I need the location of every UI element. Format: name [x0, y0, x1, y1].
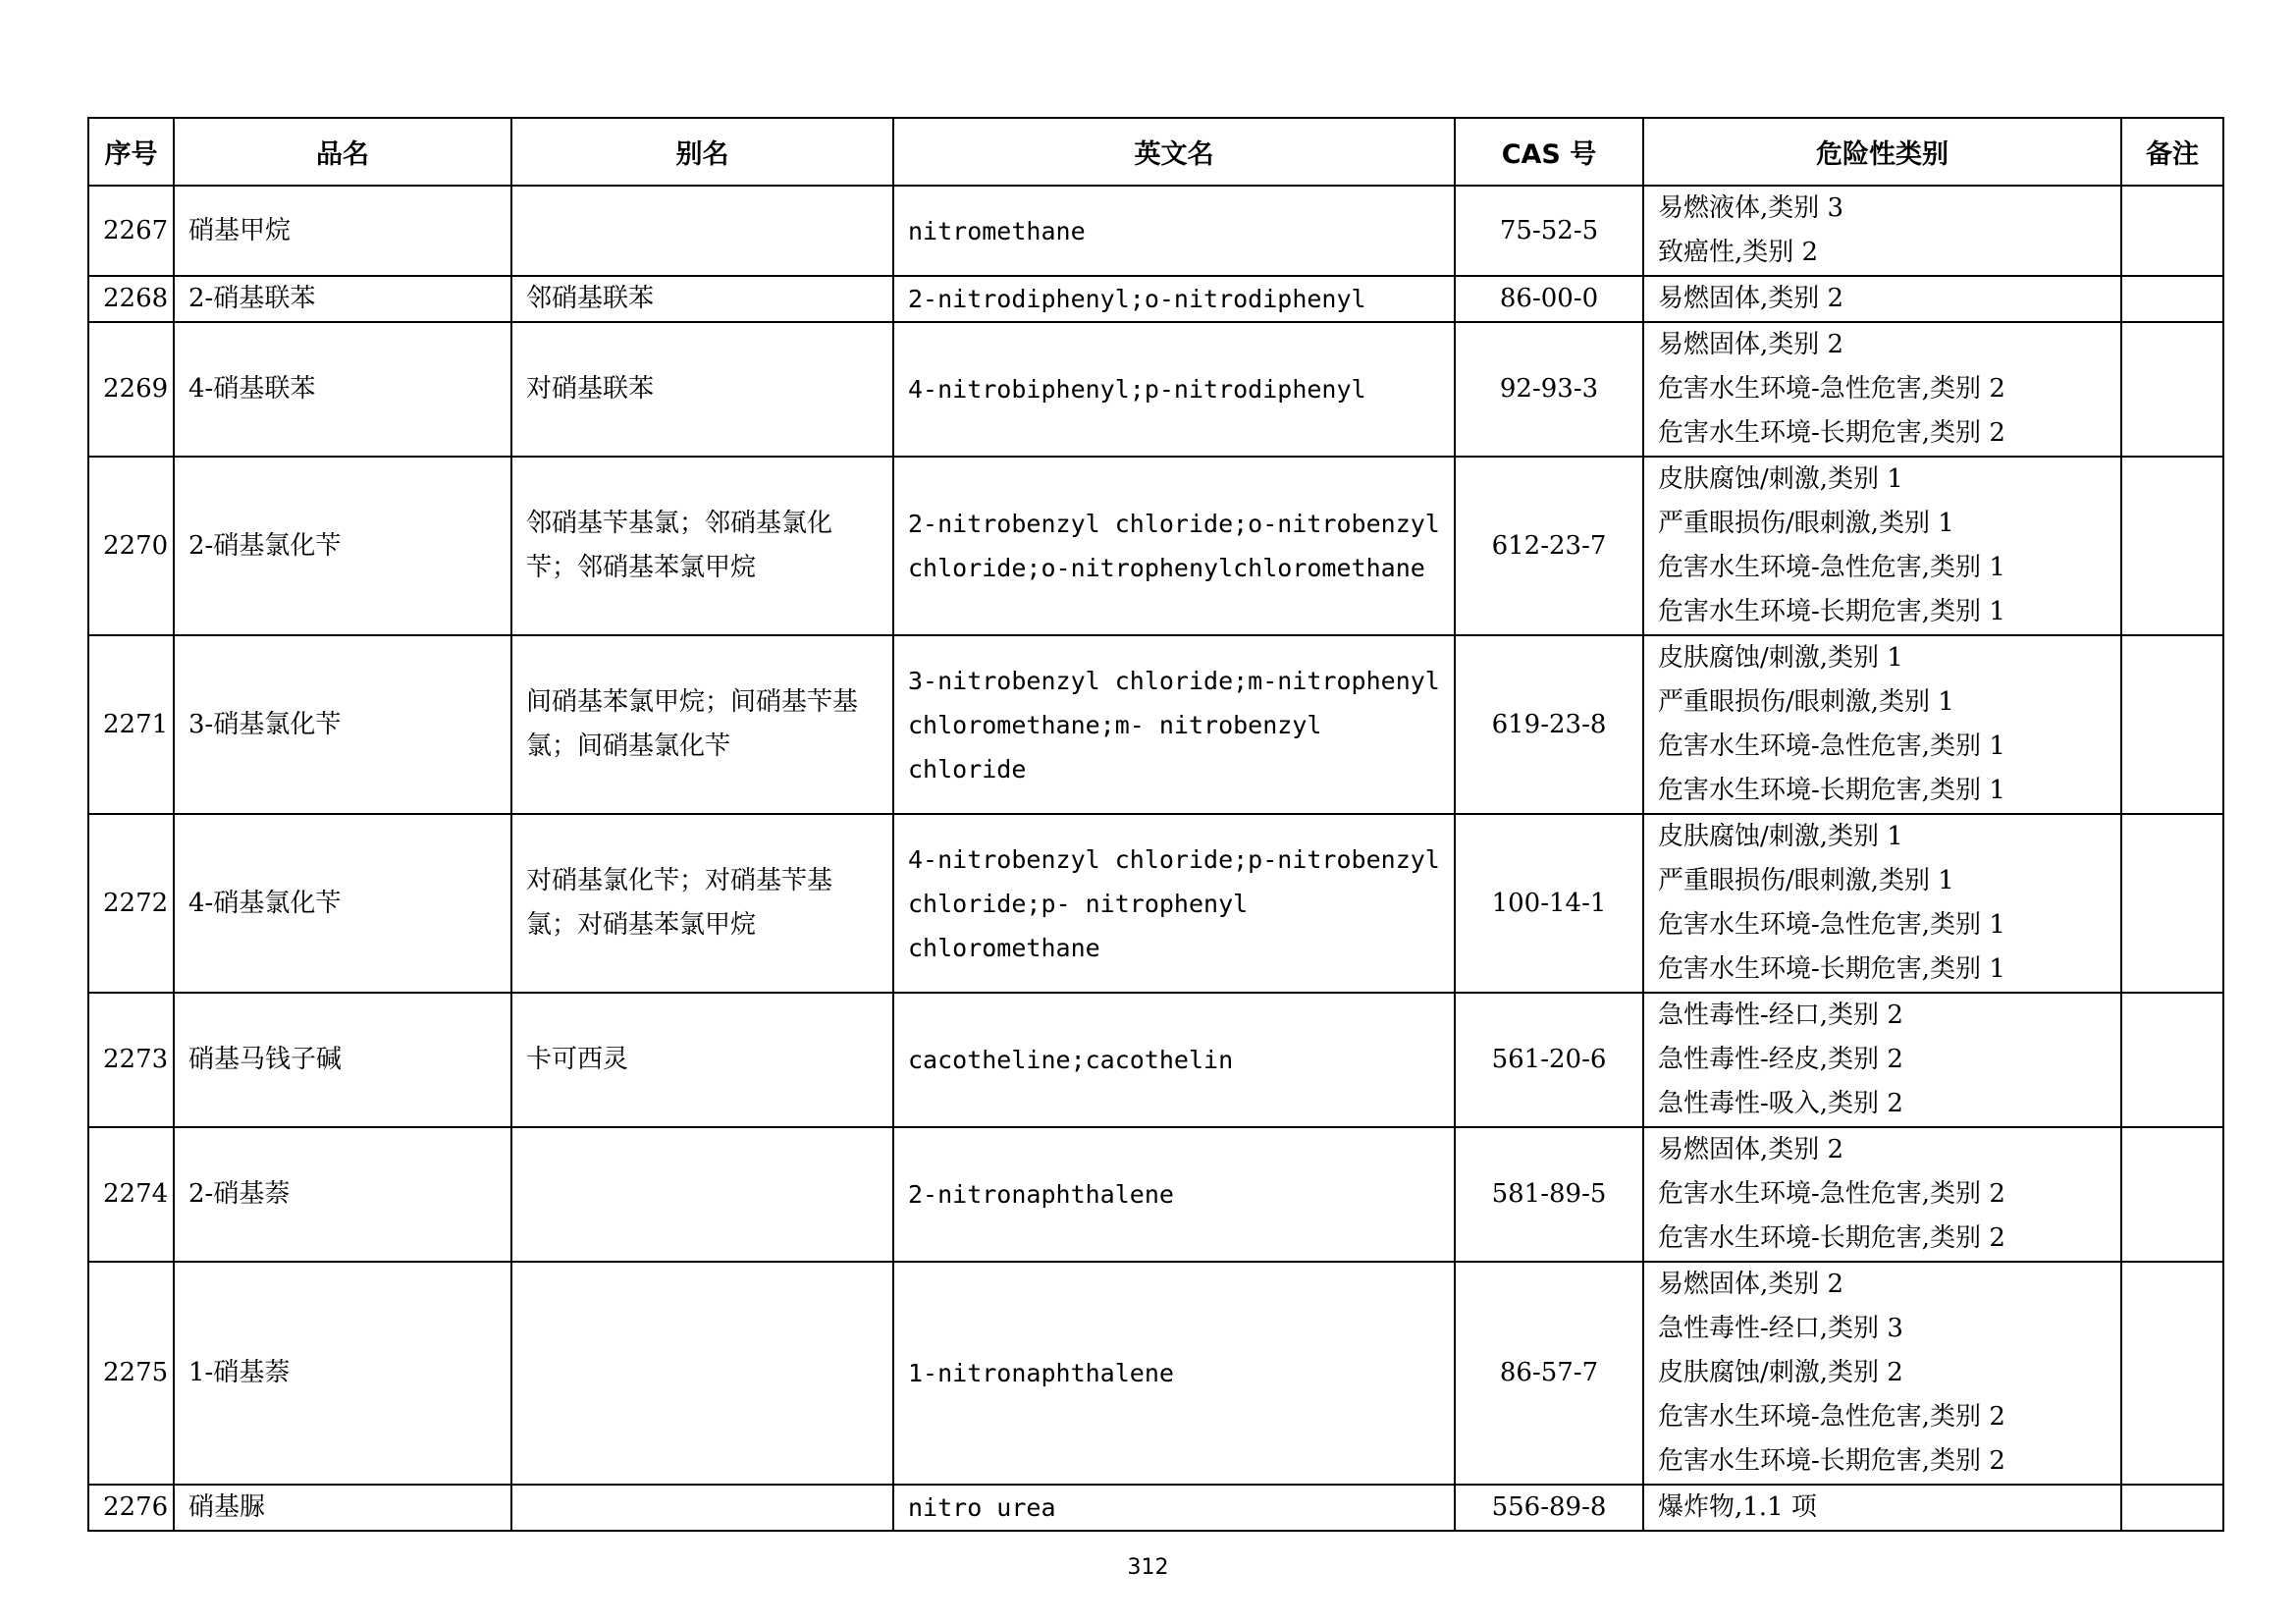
english-name-cell: 3-nitrobenzyl chloride;m-nitrophenyl chloromethane;m- nitrobenzyl chloride [893, 635, 1455, 814]
english-name-cell: nitro urea [893, 1485, 1455, 1531]
remark-cell [2121, 1127, 2223, 1262]
header-hazard-category: 危险性类别 [1643, 118, 2121, 186]
hazard-category-item: 皮肤腐蚀/刺激,类别 1 [1658, 643, 1903, 673]
table-row [88, 993, 2223, 1127]
hazard-category-item: 易燃固体,类别 2 [1658, 284, 1844, 313]
hazard-category-cell [1643, 814, 2121, 993]
table-header-row [88, 118, 2223, 186]
alias-cell: 邻硝基联苯 [511, 276, 893, 322]
table-body [88, 186, 2223, 1531]
cas-number-cell: 619-23-8 [1455, 635, 1643, 814]
hazard-category-item: 易燃固体,类别 2 [1658, 1135, 1844, 1164]
hazard-category-item: 危害水生环境-急性危害,类别 1 [1658, 553, 2005, 582]
hazard-category-item: 皮肤腐蚀/刺激,类别 1 [1658, 822, 1903, 851]
alias-cell: 对硝基氯化苄；对硝基苄基氯；对硝基苯氯甲烷 [511, 814, 893, 993]
serial-number-cell: 2276 [88, 1485, 174, 1531]
remark-cell [2121, 276, 2223, 322]
alias-cell: 卡可西灵 [511, 993, 893, 1127]
english-name-cell: 2-nitrodiphenyl;o-nitrodiphenyl [893, 276, 1455, 322]
hazard-category-cell [1643, 276, 2121, 322]
hazard-category-item: 危害水生环境-长期危害,类别 2 [1658, 1446, 2005, 1476]
hazard-category-item: 易燃固体,类别 2 [1658, 1270, 1844, 1299]
remark-cell [2121, 457, 2223, 635]
remark-cell [2121, 1485, 2223, 1531]
hazard-category-item: 致癌性,类别 2 [1658, 238, 1819, 267]
hazard-category-item: 严重眼损伤/眼刺激,类别 1 [1658, 866, 1954, 895]
serial-number-cell: 2267 [88, 186, 174, 276]
english-name-cell: 2-nitrobenzyl chloride;o-nitrobenzyl chloride;o-nitrophenylchloromethane [893, 457, 1455, 635]
serial-number-cell: 2272 [88, 814, 174, 993]
hazard-category-item: 危害水生环境-长期危害,类别 1 [1658, 597, 2005, 626]
cas-number-cell: 92-93-3 [1455, 322, 1643, 457]
hazard-category-item: 危害水生环境-长期危害,类别 2 [1658, 1223, 2005, 1253]
hazard-category-item: 危害水生环境-急性危害,类别 2 [1658, 374, 2005, 404]
remark-cell [2121, 322, 2223, 457]
hazard-category-item: 皮肤腐蚀/刺激,类别 2 [1658, 1358, 1903, 1387]
hazard-category-item: 急性毒性-吸入,类别 2 [1658, 1089, 1903, 1118]
cas-number-cell: 75-52-5 [1455, 186, 1643, 276]
cas-number-cell: 581-89-5 [1455, 1127, 1643, 1262]
alias-cell [511, 1127, 893, 1262]
table-row [88, 814, 2223, 993]
page-number: 312 [1127, 1555, 1169, 1580]
serial-number-cell: 2271 [88, 635, 174, 814]
english-name-cell: 4-nitrobenzyl chloride;p-nitrobenzyl chloride;p- nitrophenyl chloromethane [893, 814, 1455, 993]
table-row [88, 1262, 2223, 1485]
serial-number-cell: 2268 [88, 276, 174, 322]
hazard-category-item: 急性毒性-经口,类别 2 [1658, 1001, 1903, 1030]
english-name-cell: 1-nitronaphthalene [893, 1262, 1455, 1485]
remark-cell [2121, 993, 2223, 1127]
hazard-category-item: 危害水生环境-长期危害,类别 2 [1658, 418, 2005, 448]
hazard-category-item: 易燃固体,类别 2 [1658, 330, 1844, 359]
table-row [88, 1485, 2223, 1531]
product-name-cell: 2-硝基联苯 [174, 276, 511, 322]
hazard-category-cell [1643, 635, 2121, 814]
hazard-category-item: 急性毒性-经皮,类别 2 [1658, 1045, 1903, 1074]
table-row [88, 1127, 2223, 1262]
english-name-cell: cacotheline;cacothelin [893, 993, 1455, 1127]
hazard-category-item: 危害水生环境-急性危害,类别 1 [1658, 731, 2005, 761]
hazard-category-item: 危害水生环境-长期危害,类别 1 [1658, 954, 2005, 984]
alias-cell [511, 1262, 893, 1485]
remark-cell [2121, 814, 2223, 993]
product-name-cell: 硝基脲 [174, 1485, 511, 1531]
product-name-cell: 4-硝基联苯 [174, 322, 511, 457]
product-name-cell: 2-硝基氯化苄 [174, 457, 511, 635]
hazard-category-cell [1643, 457, 2121, 635]
alias-cell: 对硝基联苯 [511, 322, 893, 457]
header-english-name: 英文名 [893, 118, 1455, 186]
cas-number-cell: 561-20-6 [1455, 993, 1643, 1127]
hazard-category-item: 危害水生环境-急性危害,类别 2 [1658, 1179, 2005, 1209]
serial-number-cell: 2269 [88, 322, 174, 457]
cas-number-cell: 556-89-8 [1455, 1485, 1643, 1531]
cas-number-cell: 86-00-0 [1455, 276, 1643, 322]
product-name-cell: 1-硝基萘 [174, 1262, 511, 1485]
header-remark: 备注 [2121, 118, 2223, 186]
remark-cell [2121, 1262, 2223, 1485]
alias-cell [511, 186, 893, 276]
hazard-category-item: 急性毒性-经口,类别 3 [1658, 1314, 1903, 1343]
alias-cell: 邻硝基苄基氯；邻硝基氯化苄；邻硝基苯氯甲烷 [511, 457, 893, 635]
english-name-cell: 2-nitronaphthalene [893, 1127, 1455, 1262]
remark-cell [2121, 186, 2223, 276]
product-name-cell: 4-硝基氯化苄 [174, 814, 511, 993]
hazard-category-item: 爆炸物,1.1 项 [1658, 1492, 1817, 1522]
hazard-category-item: 危害水生环境-急性危害,类别 2 [1658, 1402, 2005, 1432]
hazard-category-cell [1643, 322, 2121, 457]
hazard-category-item: 严重眼损伤/眼刺激,类别 1 [1658, 687, 1954, 717]
table-row [88, 635, 2223, 814]
header-alias: 别名 [511, 118, 893, 186]
hazard-category-item: 危害水生环境-急性危害,类别 1 [1658, 910, 2005, 940]
header-product-name: 品名 [174, 118, 511, 186]
hazard-category-item: 危害水生环境-长期危害,类别 1 [1658, 776, 2005, 805]
table-row [88, 276, 2223, 322]
hazard-category-cell [1643, 993, 2121, 1127]
product-name-cell: 2-硝基萘 [174, 1127, 511, 1262]
english-name-cell: nitromethane [893, 186, 1455, 276]
hazard-category-cell [1643, 186, 2121, 276]
remark-cell [2121, 635, 2223, 814]
header-serial-number: 序号 [88, 118, 174, 186]
table-row [88, 457, 2223, 635]
serial-number-cell: 2275 [88, 1262, 174, 1485]
cas-number-cell: 86-57-7 [1455, 1262, 1643, 1485]
product-name-cell: 硝基甲烷 [174, 186, 511, 276]
header-cas-number: CAS 号 [1455, 118, 1643, 186]
alias-cell [511, 1485, 893, 1531]
hazard-category-item: 皮肤腐蚀/刺激,类别 1 [1658, 464, 1903, 494]
english-name-cell: 4-nitrobiphenyl;p-nitrodiphenyl [893, 322, 1455, 457]
table-row [88, 322, 2223, 457]
alias-cell: 间硝基苯氯甲烷；间硝基苄基氯；间硝基氯化苄 [511, 635, 893, 814]
hazard-category-item: 严重眼损伤/眼刺激,类别 1 [1658, 509, 1954, 538]
cas-number-cell: 100-14-1 [1455, 814, 1643, 993]
chemical-catalog-table [87, 117, 2224, 1532]
hazard-category-item: 易燃液体,类别 3 [1658, 193, 1844, 223]
serial-number-cell: 2270 [88, 457, 174, 635]
cas-number-cell: 612-23-7 [1455, 457, 1643, 635]
hazard-category-cell [1643, 1485, 2121, 1531]
hazard-category-cell [1643, 1262, 2121, 1485]
serial-number-cell: 2273 [88, 993, 174, 1127]
serial-number-cell: 2274 [88, 1127, 174, 1262]
product-name-cell: 硝基马钱子碱 [174, 993, 511, 1127]
product-name-cell: 3-硝基氯化苄 [174, 635, 511, 814]
table-row [88, 186, 2223, 276]
hazard-category-cell [1643, 1127, 2121, 1262]
